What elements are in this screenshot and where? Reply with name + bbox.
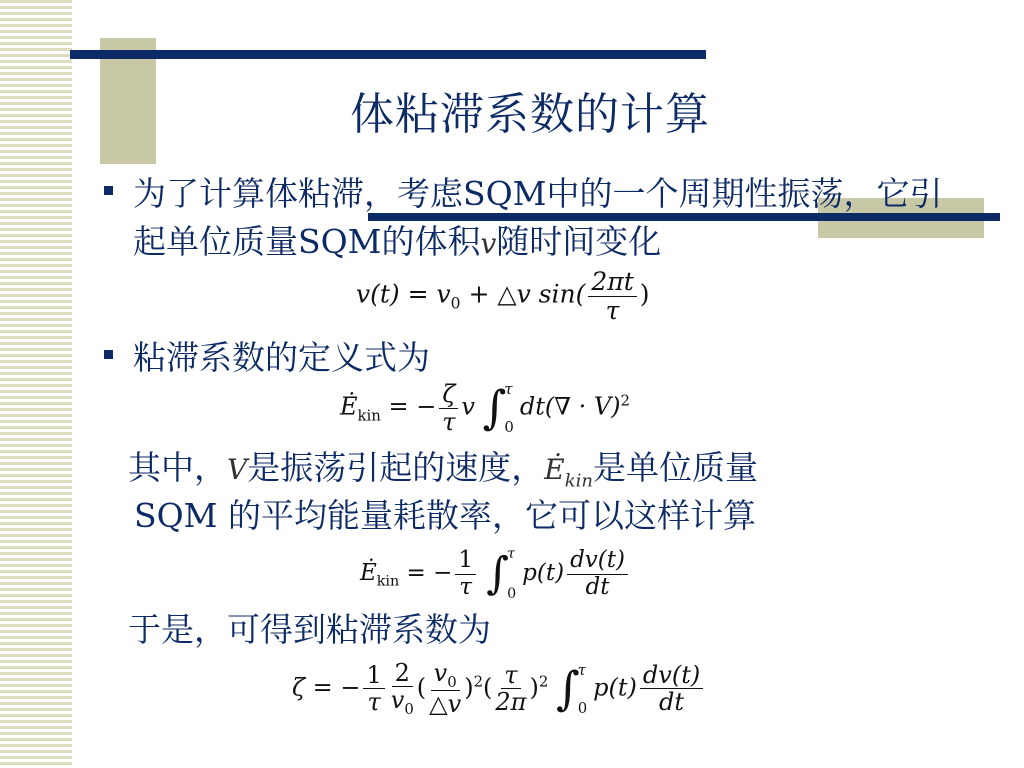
bullet-square-icon [104,186,113,195]
bullet-1-text: 为了计算体粘滞，考虑SQM中的一个周期性振荡，它引起单位质量SQM的体积 [133,174,943,261]
bullet-2-text: 粘滞系数的定义式为 [133,338,430,377]
bullet-square-icon [104,350,113,359]
formula-oscillation: $v(t) = v_0$ + △v sin( $\frac{2\pi t}{\tau}$ ) [356,267,650,325]
left-striped-border [0,0,72,768]
paragraph-definition-2: SQM 的平均能量耗散率，它可以这样计算 [134,496,756,535]
formula-viscosity-result: ζ = − $\frac{1}{\tau}$ $\frac{2}{v_0}$ ( $\frac{v_0}{\triangle v}$ )$^2$( $\frac{\tau}{2\pi}$ )$^2$ ∫ τ 0 p(t) $\frac{dv(t)}{dt}$ [292,660,706,718]
formula-energy-dissipation: $Ė_{kin}$ = − $\frac{1}{\tau}$ ∫ τ 0 p(t) $\frac{dv(t)}{dt}$ [360,546,631,602]
bullet-2 [104,334,804,382]
bullet-1-variable: v [480,227,497,260]
bullet-1-end: 随时间变化 [496,222,662,261]
slide-title: 体粘滞系数的计算 [350,89,710,140]
decorative-bar-top [70,50,706,59]
paragraph-conclusion: 于是，可得到粘滞系数为 [128,610,491,649]
paragraph-definition-1: 其中，V是振荡引起的速度，$Ė_{kin}$是单位质量 [128,448,758,492]
formula-viscosity-definition: $Ė_{kin}$ = − $\frac{\zeta}{\tau}$ v ∫ τ 0 dt(∇ · V)$^2$ [340,380,631,436]
bullet-1 [104,170,964,268]
